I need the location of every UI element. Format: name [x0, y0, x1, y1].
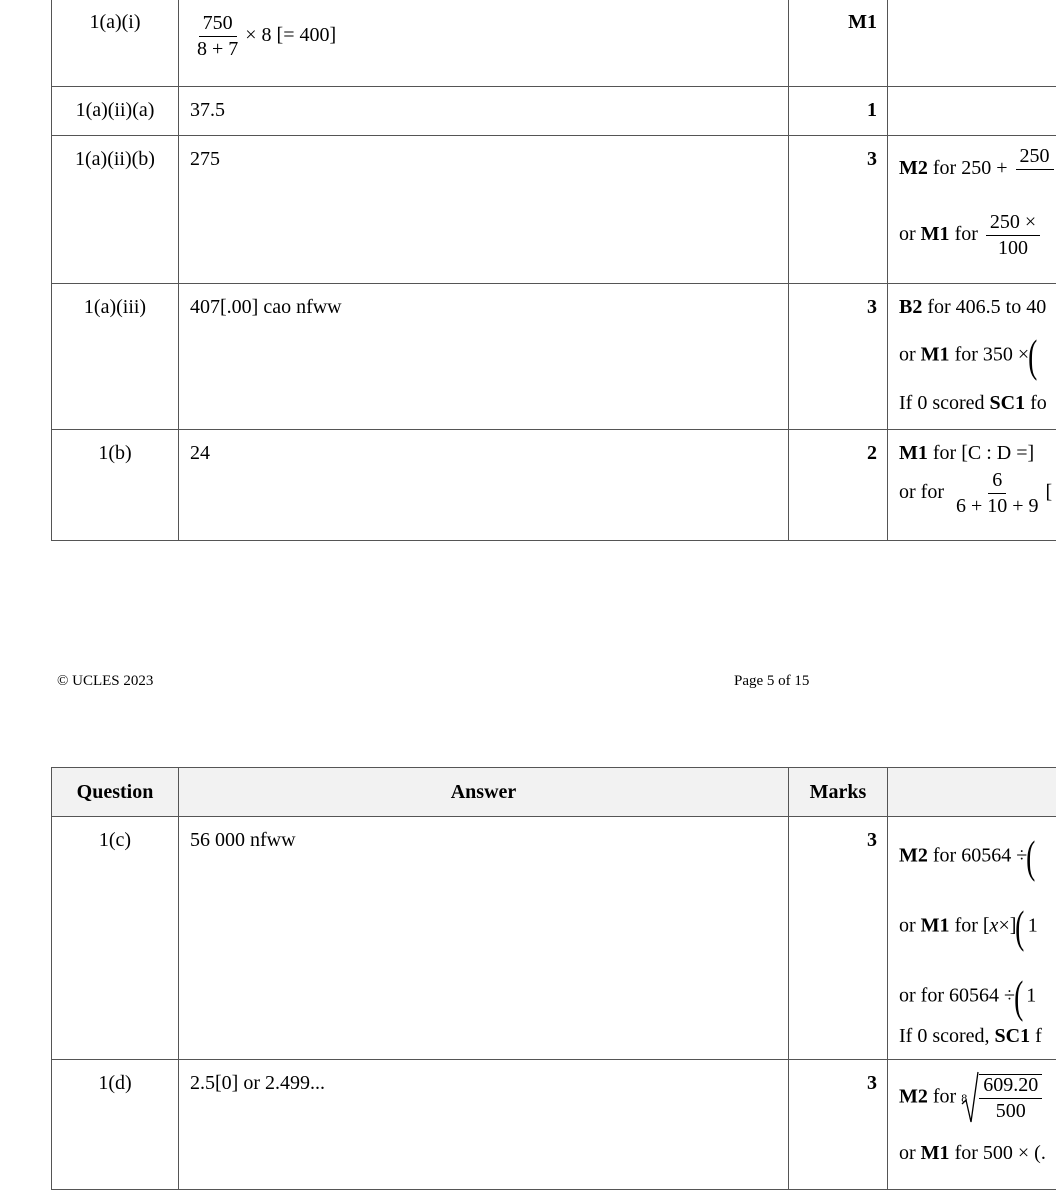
header-marks: Marks [789, 768, 888, 817]
guidance-line: If 0 scored SC1 fo [899, 392, 1047, 414]
question-cell: 1(a)(iii) [52, 284, 179, 430]
marks-cell: 3 [789, 136, 888, 284]
table-row [52, 817, 1056, 1060]
page-number: Page 5 of 15 [734, 673, 810, 689]
radical-sign-icon [961, 1070, 979, 1126]
guidance-cell [888, 817, 1056, 1060]
guidance-line: or M1 for $\frac{250 \times}{100}$ [899, 212, 1043, 259]
answer-cell: 275 [179, 136, 789, 284]
guidance-line: or for $\frac{6}{6 + 10 + 9}$ [ [899, 469, 1053, 517]
question-cell: 1(d) [52, 1060, 179, 1190]
mark-scheme-table-top [51, 0, 1056, 541]
guidance-line: B2 for 406.5 to 40 [899, 296, 1047, 318]
guidance-line: M2 for 8 $\frac{609.20}{500}$ [899, 1070, 1045, 1126]
answer-cell: 37.5 [179, 87, 789, 136]
table-row [52, 87, 1056, 136]
question-cell: 1(a)(ii)(b) [52, 136, 179, 284]
table-row [52, 284, 1056, 430]
guidance-line: M1 for [C : D =] [899, 442, 1035, 464]
mark-scheme-table-bottom [51, 767, 1056, 1190]
guidance-line: If 0 scored, SC1 f [899, 1025, 1042, 1047]
table-row [52, 0, 1056, 87]
marks-cell: 2 [789, 430, 888, 541]
fraction: $\frac{6}{6 + 10 + 9}$ [955, 469, 1039, 517]
fraction: 250 [1016, 146, 1054, 193]
guidance-line: or M1 for 350 ×( [899, 330, 1038, 381]
table-row [52, 430, 1056, 541]
answer-cell: 24 [179, 430, 789, 541]
open-paren: ( [1028, 330, 1038, 381]
question-cell: 1(a)(i) [52, 0, 179, 87]
guidance-cell [888, 0, 1056, 87]
copyright-footer: © UCLES 2023 [57, 673, 154, 689]
guidance-line: M2 for 60564 ÷( [899, 831, 1036, 882]
marks-cell: M1 [789, 0, 888, 87]
guidance-cell [888, 87, 1056, 136]
answer-cell: $\frac{750}{8 + 7}$ × 8 [= 400] [179, 0, 789, 87]
answer-cell: 56 000 nfww [179, 817, 789, 1060]
marks-cell: 3 [789, 1060, 888, 1190]
fraction: $\frac{250 \times}{100}$ [986, 212, 1040, 259]
guidance-line: or for 60564 ÷( 1 [899, 971, 1037, 1022]
header-row [52, 768, 1056, 817]
open-paren: ( [1026, 831, 1036, 882]
guidance-cell [888, 284, 1056, 430]
marks-cell: 3 [789, 817, 888, 1060]
fraction: $\frac{750}{8 + 7}$ [197, 12, 239, 60]
open-paren: ( [1014, 971, 1024, 1022]
answer-cell: 2.5[0] or 2.499... [179, 1060, 789, 1190]
question-cell: 1(a)(ii)(a) [52, 87, 179, 136]
header-guidance [888, 768, 1056, 817]
guidance-cell [888, 1060, 1056, 1190]
guidance-line: or M1 for [x×]( 1 [899, 901, 1038, 952]
table-row [52, 1060, 1056, 1190]
fraction: $\frac{609.20}{500}$ [979, 1074, 1042, 1122]
marks-cell: 1 [789, 87, 888, 136]
guidance-cell [888, 430, 1056, 541]
answer-cell: 407[.00] cao nfww [179, 284, 789, 430]
table-row [52, 136, 1056, 284]
guidance-line: or M1 for 500 × (. [899, 1142, 1046, 1164]
open-paren: ( [1015, 901, 1025, 952]
radical: 8 $\frac{609.20}{500}$ [961, 1070, 1045, 1126]
header-question: Question [52, 768, 179, 817]
header-answer: Answer [179, 768, 789, 817]
guidance-line: M2 for 250 + 250 [899, 146, 1056, 193]
marks-cell: 3 [789, 284, 888, 430]
question-cell: 1(c) [52, 817, 179, 1060]
question-cell: 1(b) [52, 430, 179, 541]
guidance-cell [888, 136, 1056, 284]
